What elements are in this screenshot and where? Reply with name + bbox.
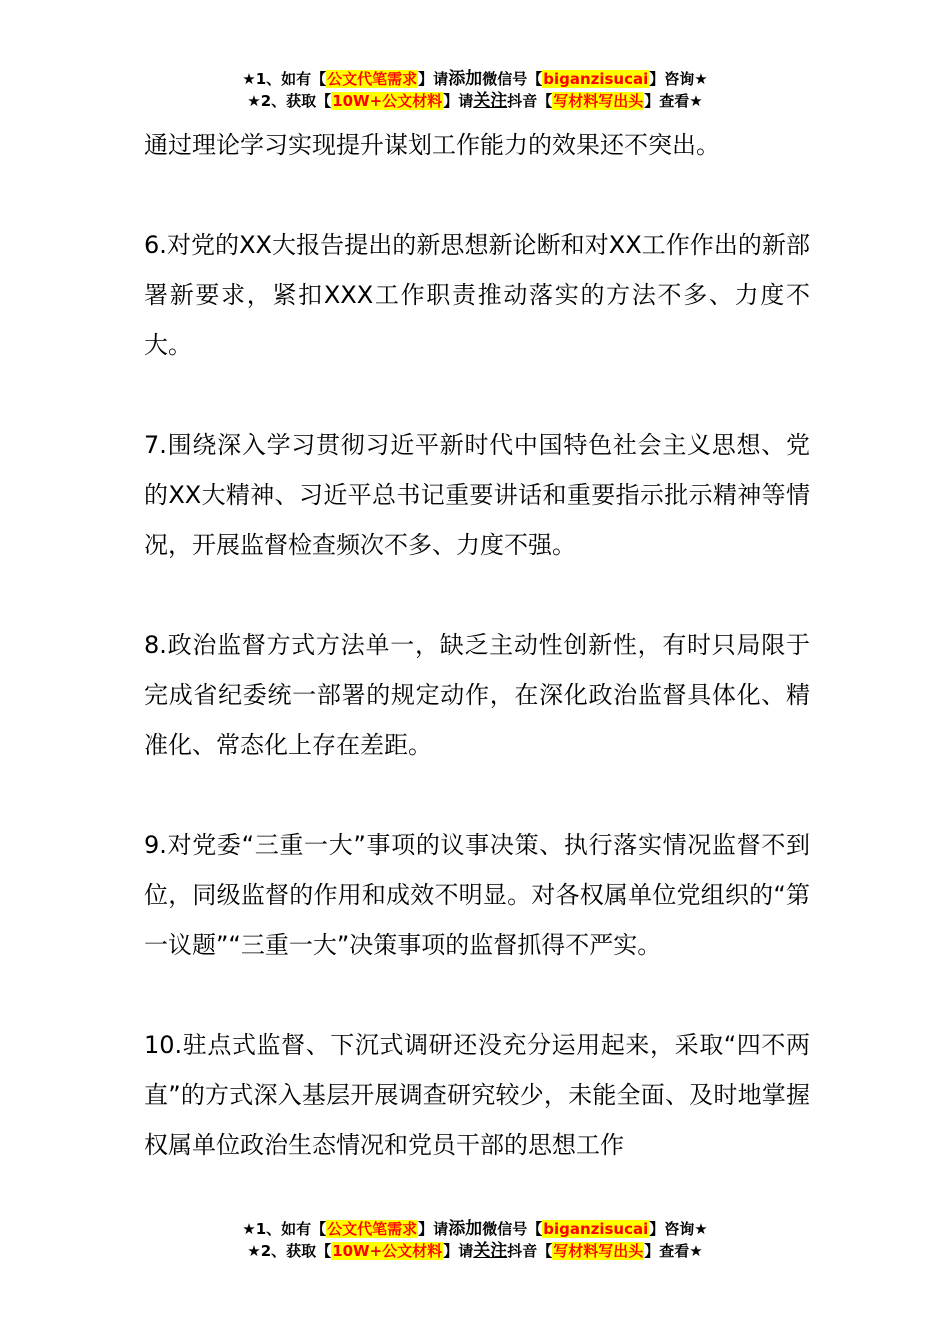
paragraph-continued: 通过理论学习实现提升谋划工作能力的效果还不突出。 bbox=[144, 131, 720, 159]
banner-line-1: ★1、如有【公文代笔需求】请添加微信号【biganzisucai】咨询★ bbox=[242, 69, 708, 89]
paragraph-6: 6.对党的XX大报告提出的新思想新论断和对XX工作作出的新部署新要求，紧扣XXX工作职责推动落实的方法不多、力度不大。 bbox=[144, 231, 810, 359]
paragraph-10: 10.驻点式监督、下沉式调研还没充分运用起来，采取“四不两直”的方式深入基层开展调查研究较少，未能全面、及时地掌握权属单位政治生态情况和党员干部的思想工作 bbox=[144, 1031, 810, 1159]
top-banner bbox=[0, 68, 950, 112]
bottom-banner bbox=[0, 1218, 950, 1262]
banner-highlight: 公文代笔需求 bbox=[327, 1220, 418, 1238]
document-body bbox=[144, 120, 810, 1220]
paragraph-9: 9.对党委“三重一大”事项的议事决策、执行落实情况监督不到位，同级监督的作用和成效不明显。对各权属单位党组织的“第一议题”“三重一大”决策事项的监督抓得不严实。 bbox=[144, 831, 810, 959]
banner-highlight: 公文代笔需求 bbox=[327, 70, 418, 88]
banner-highlight: 写材料写出头 bbox=[553, 1242, 644, 1260]
banner-highlight: biganzisucai bbox=[543, 70, 649, 88]
banner-highlight: biganzisucai bbox=[543, 1220, 649, 1238]
paragraph-7: 7.围绕深入学习贯彻习近平新时代中国特色社会主义思想、党的XX大精神、习近平总书记重要讲话和重要指示批示精神等情况，开展监督检查频次不多、力度不强。 bbox=[144, 431, 810, 559]
banner-highlight: 写材料写出头 bbox=[553, 92, 644, 110]
banner-line-1: ★1、如有【公文代笔需求】请添加微信号【biganzisucai】咨询★ bbox=[242, 1219, 708, 1239]
banner-line-2: ★2、获取【10W+公文材料】请关注抖音【写材料写出头】查看★ bbox=[247, 91, 703, 111]
banner-highlight: 10W+公文材料 bbox=[332, 1242, 443, 1260]
banner-line-2: ★2、获取【10W+公文材料】请关注抖音【写材料写出头】查看★ bbox=[247, 1241, 703, 1261]
paragraph-8: 8.政治监督方式方法单一，缺乏主动性创新性，有时只局限于完成省纪委统一部署的规定动作，在深化政治监督具体化、精准化、常态化上存在差距。 bbox=[144, 631, 810, 759]
banner-highlight: 10W+公文材料 bbox=[332, 92, 443, 110]
